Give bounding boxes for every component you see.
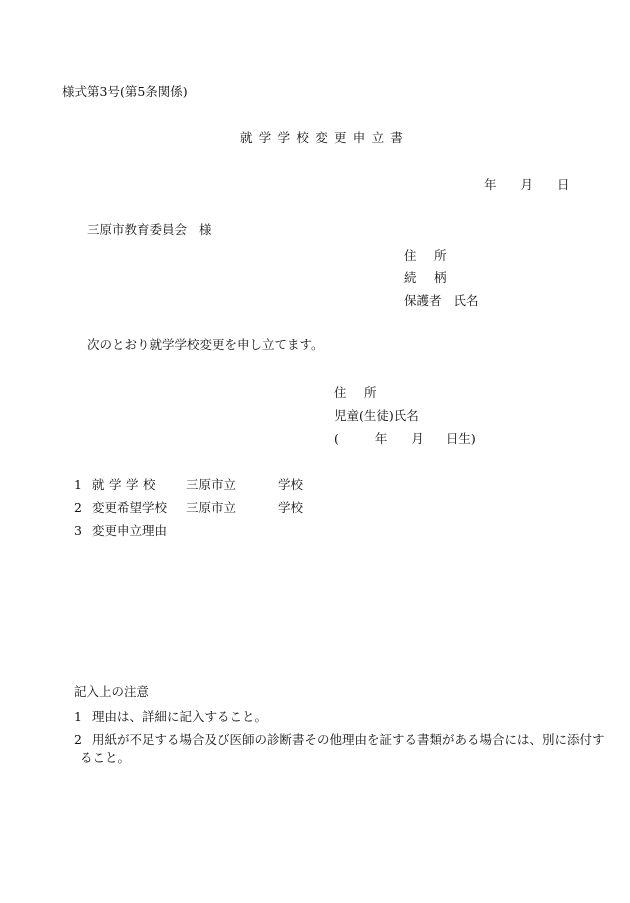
child-address-label-2: 所 [364, 385, 377, 400]
document-title: 就学学校変更申立書 [240, 130, 410, 145]
date-day-label: 日 [557, 177, 570, 192]
note-number: 1 [74, 709, 82, 724]
item-change-reason [74, 521, 167, 539]
item-desired-school [74, 498, 303, 516]
guardian-role-label: 保護者 [404, 293, 442, 308]
intro-text: 次のとおり就学学校変更を申し立てます。 [87, 337, 324, 352]
guardian-relation-label-2: 柄 [434, 270, 447, 285]
guardian-address-label-1: 住 [404, 248, 417, 263]
form-number: 様式第3号(第5条関係) [62, 84, 188, 99]
addressee [87, 222, 212, 237]
birth-month-label: 月 [411, 431, 424, 446]
date-line [484, 177, 570, 192]
birth-year-label: 年 [374, 431, 388, 446]
note-text-continuation: ること。 [80, 750, 131, 765]
note-number: 2 [74, 732, 82, 747]
notes-heading: 記入上の注意 [74, 684, 150, 699]
item-school: 学校 [278, 477, 304, 492]
birth-open-paren: ( [334, 431, 339, 446]
item-label: 変更希望学校 [92, 500, 168, 515]
item-label: 変更申立理由 [92, 523, 168, 538]
guardian-name-label: 氏名 [453, 293, 479, 308]
note-item [74, 707, 267, 725]
child-birthdate-field [334, 429, 476, 447]
guardian-name-field [404, 291, 479, 309]
item-city: 三原市立 [186, 500, 237, 515]
item-school: 学校 [278, 500, 304, 515]
item-number: 2 [74, 500, 82, 515]
item-number: 3 [74, 523, 82, 538]
date-month-label: 月 [520, 177, 534, 192]
note-text: 理由は、詳細に記入すること。 [92, 709, 268, 724]
birth-day-label: 日生) [445, 431, 476, 446]
guardian-relation-field [404, 268, 447, 286]
child-address-label-1: 住 [334, 385, 347, 400]
date-year-label: 年 [484, 177, 497, 192]
child-address-field [334, 383, 377, 401]
guardian-relation-label-1: 続 [404, 270, 417, 285]
guardian-address-label-2: 所 [434, 248, 447, 263]
note-item [74, 730, 605, 748]
child-name-field: 児童(生徒)氏名 [334, 408, 419, 423]
item-current-school [74, 475, 303, 493]
item-city: 三原市立 [186, 477, 237, 492]
addressee-name: 三原市教育委員会 [87, 222, 188, 237]
item-number: 1 [74, 477, 82, 492]
guardian-address-field [404, 246, 447, 264]
addressee-honorific: 様 [199, 222, 212, 237]
item-label: 就学学校 [92, 477, 161, 492]
note-text: 用紙が不足する場合及び医師の診断書その他理由を証する書類がある場合には、別に添付す [92, 732, 605, 747]
